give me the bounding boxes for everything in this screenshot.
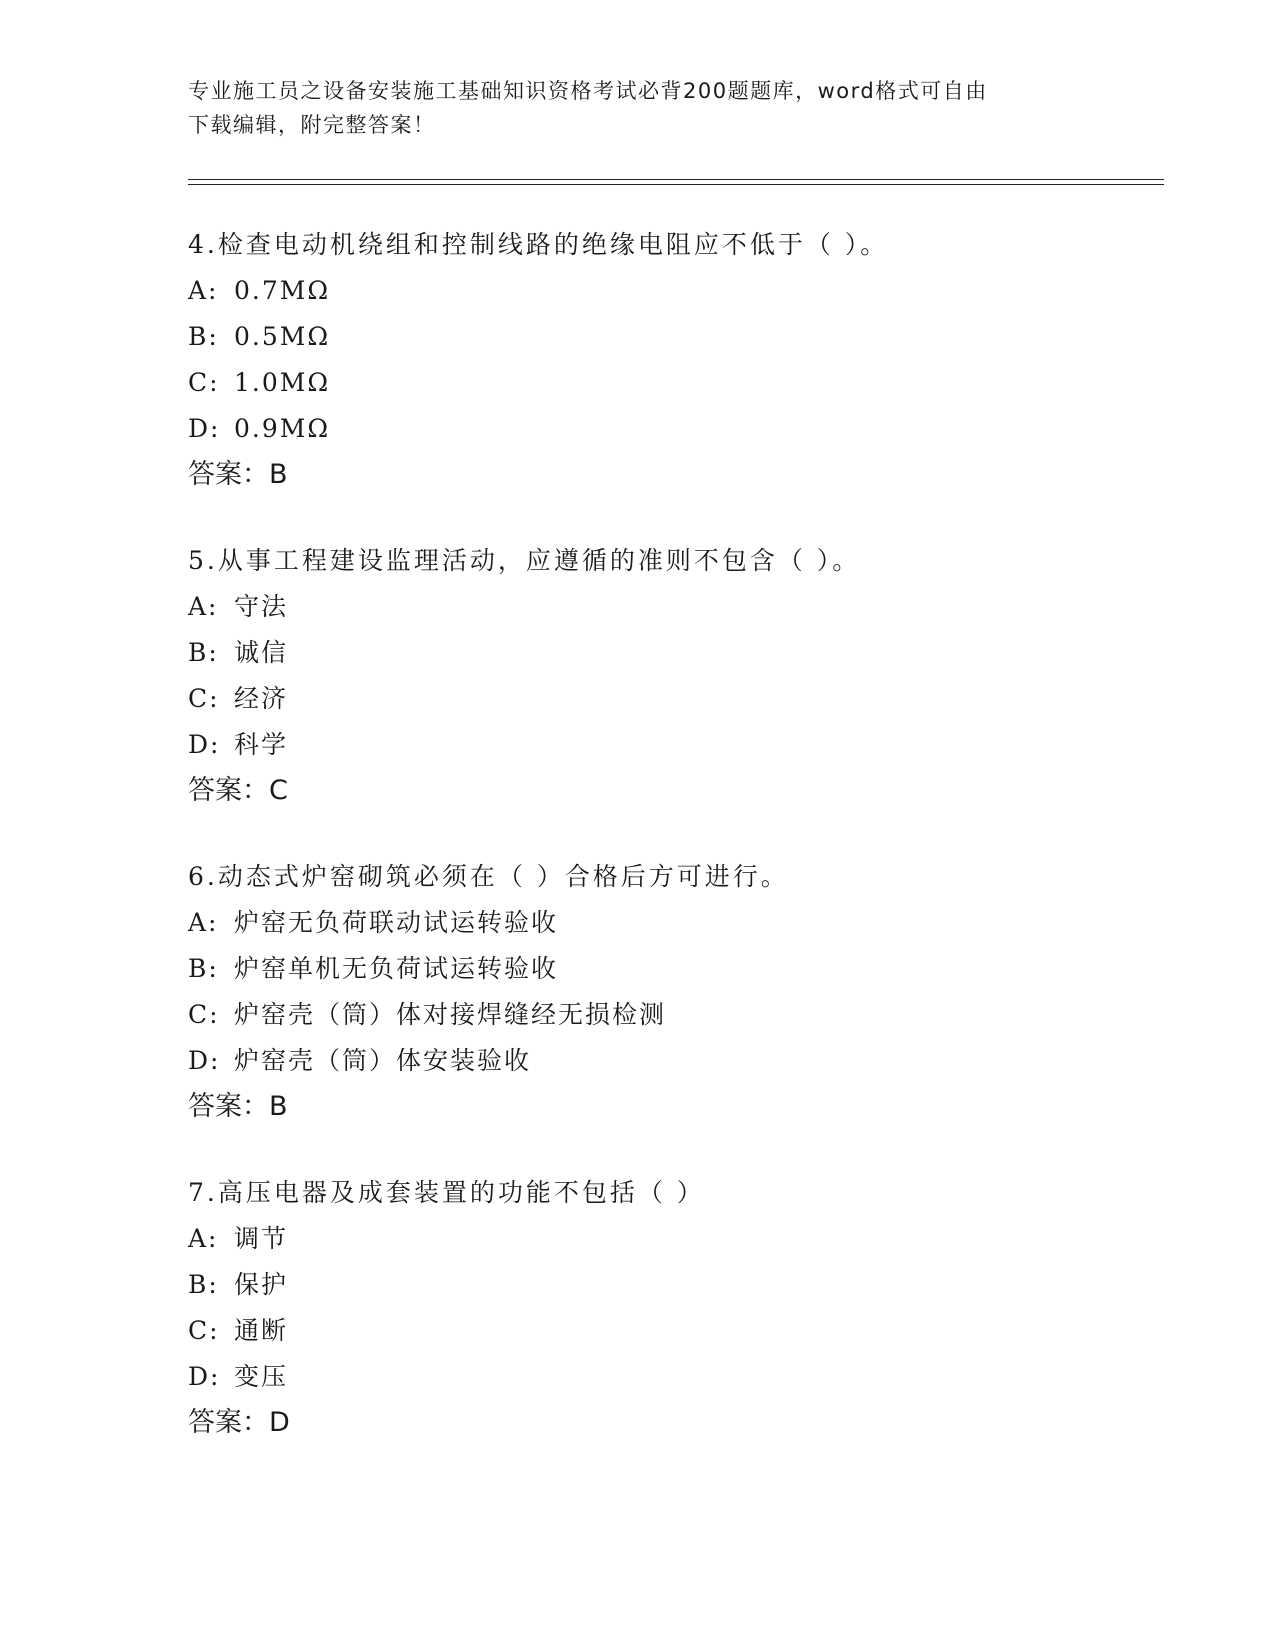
option-a [188,584,1168,630]
option-label: C: [188,1000,220,1029]
document-header [188,74,1088,142]
option-label: A: [188,592,219,621]
option-label: B: [188,322,219,351]
option-d [188,1354,1168,1400]
option-text: 保护 [234,1270,289,1299]
question-6 [188,854,1168,1130]
option-c [188,992,1168,1038]
option-label: C: [188,684,220,713]
option-text: 经济 [234,684,289,713]
question-title: 7.高压电器及成套装置的功能不包括（ ） [188,1178,705,1207]
header-divider-top [188,179,1164,180]
option-text: 守法 [234,592,289,621]
option-text: 0.5MΩ [234,322,331,351]
option-c [188,360,1168,406]
header-line-1: 专业施工员之设备安装施工基础知识资格考试必背200题题库，word格式可自由 [188,79,988,103]
answer: 答案：C [188,775,288,806]
option-label: A: [188,908,219,937]
option-d [188,406,1168,452]
option-label: D: [188,730,221,759]
option-b [188,630,1168,676]
question-title: 5.从事工程建设监理活动，应遵循的准则不包含（ ）。 [188,546,861,575]
option-label: D: [188,414,221,443]
header-line-2: 下载编辑，附完整答案！ [188,113,436,137]
question-title: 4.检查电动机绕组和控制线路的绝缘电阻应不低于（ ）。 [188,230,889,259]
option-b [188,1262,1168,1308]
header-divider-bottom [188,184,1164,185]
option-text: 0.7MΩ [234,276,331,305]
option-label: A: [188,276,219,305]
option-text: 科学 [234,730,289,759]
option-text: 炉窑壳（筒）体安装验收 [234,1046,532,1075]
option-d [188,722,1168,768]
option-a [188,1216,1168,1262]
option-text: 诚信 [234,638,289,667]
answer: 答案：B [188,1091,288,1122]
question-7 [188,1170,1168,1446]
question-4 [188,222,1168,498]
option-text: 变压 [234,1362,289,1391]
option-text: 调节 [234,1224,289,1253]
option-b [188,946,1168,992]
answer: 答案：B [188,459,288,490]
option-label: C: [188,368,220,397]
option-text: 炉窑无负荷联动试运转验收 [234,908,559,937]
option-a [188,268,1168,314]
option-c [188,676,1168,722]
option-label: D: [188,1046,221,1075]
option-a [188,900,1168,946]
option-c [188,1308,1168,1354]
option-text: 炉窑壳（筒）体对接焊缝经无损检测 [234,1000,667,1029]
option-text: 1.0MΩ [234,368,331,397]
option-label: B: [188,954,219,983]
option-b [188,314,1168,360]
option-label: B: [188,1270,219,1299]
question-5 [188,538,1168,814]
option-d [188,1038,1168,1084]
option-label: D: [188,1362,221,1391]
answer: 答案：D [188,1407,290,1438]
option-text: 炉窑单机无负荷试运转验收 [234,954,559,983]
option-text: 通断 [234,1316,289,1345]
question-title: 6.动态式炉窑砌筑必须在（ ）合格后方可进行。 [188,862,789,891]
option-text: 0.9MΩ [234,414,331,443]
option-label: C: [188,1316,220,1345]
option-label: A: [188,1224,219,1253]
option-label: B: [188,638,219,667]
